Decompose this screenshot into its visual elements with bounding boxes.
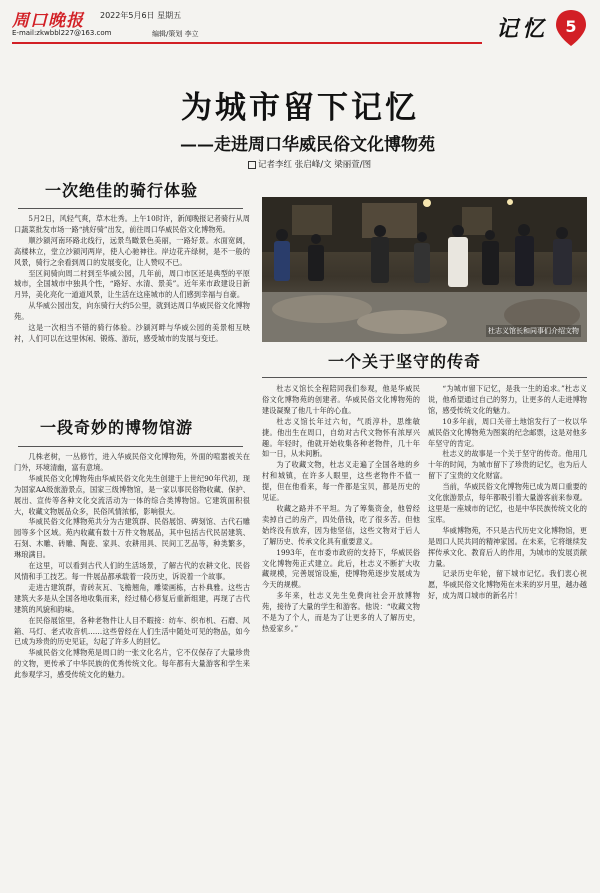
editor-staff: 编辑/策划 李立 <box>152 30 199 38</box>
byline-text: 记者李红 张启峰/文 梁丽萱/图 <box>258 160 372 170</box>
stone-relic <box>357 310 447 334</box>
paragraph: 顺沙颍河南环路北线行，远景鸟瞰景色美丽，一路好景。水面宽阔，高楼林立，堂立沙颍河两岸，使人心驰神往。岸边花卉绿树，是不一般的风景，骑行之余看到周口的发展变化，让人赞叹不已。 <box>14 235 250 267</box>
section-heading-2: 一段奇妙的博物馆游 <box>40 418 194 437</box>
paragraph: 10多年前，周口关帝土地馆发行了一枚以华威民俗文化博物苑为图案的纪念邮票，这是对他多年坚守的肯定。 <box>428 416 587 448</box>
paragraph: 走进古建筑群，青砖灰瓦、飞檐翘角，雕梁画栋，古朴典雅。这些古建筑大多是从全国各地收集而来，经过精心修复后重新组建，再现了古代建筑的风貌和韵味。 <box>14 582 250 614</box>
paragraph: 为了收藏文物，杜志义走遍了全国各地的乡村和城镇，在许多人眼里，这些老物件不值一提，但在他看来，每一件都是宝贝，都是历史的见证。 <box>262 460 420 503</box>
photo-caption: 杜志义馆长和同事们介绍文物 <box>488 327 579 335</box>
page-number-badge <box>553 8 589 48</box>
article-title: 为城市留下记忆 <box>181 90 419 126</box>
page-header <box>0 0 600 62</box>
paragraph: “为城市留下记忆，是我一生的追求。”杜志义说，他希望通过自己的努力，让更多的人走进博物馆，感受传统文化的魅力。 <box>428 384 587 415</box>
newspaper-logo: 周口晚报 <box>12 11 84 31</box>
section-3-body-col-2 <box>428 384 587 884</box>
byline <box>248 158 371 170</box>
paragraph: 记录历史年轮，留下城市记忆。我们衷心祝愿，华威民俗文化博物苑在未来的岁月里，越办越好，成为周口城市的新名片！ <box>428 569 587 601</box>
paragraph: 5月2日，风轻气爽，草木壮秀。上午10时许，新闻晚报记者骑行从周口蔬菜批发市场一路“挑好骑”出发，前往周口华威民俗文化博物苑。 <box>14 214 250 234</box>
article-photo <box>262 197 587 342</box>
section-heading-1: 一次绝佳的骑行体验 <box>45 181 199 200</box>
paragraph: 杜志义的故事是一个关于坚守的传奇。他用几十年的时间，为城市留下了珍贵的记忆，也为后人留下了宝贵的文化财富。 <box>428 449 587 481</box>
paragraph: 在这里，可以看到古代人们的生活场景，了解古代的农耕文化、民俗风情和手工技艺。每一件展品都承载着一段历史，诉说着一个故事。 <box>14 561 250 581</box>
paragraph: 当前，华威民俗文化博物苑已成为周口重要的文化旅游景点，每年都吸引着大量游客前来参观。这里是一座城市的记忆，也是中华民族传统文化的宝库。 <box>428 482 587 524</box>
header-rule <box>12 42 482 44</box>
issue-date: 2022年5月6日 星期五 <box>100 11 182 20</box>
paragraph: 杜志义馆长年过六旬，气质淳朴，思维敏捷。他出生在周口，自幼对古代文物怀有浓厚兴趣。年轻时，他就开始收集各种老物件，几十年如一日，从未间断。 <box>262 416 420 459</box>
section-2-body <box>14 452 250 882</box>
page-number: 5 <box>565 17 577 36</box>
photo-illustration <box>262 197 587 342</box>
paragraph: 华威民俗文化博物苑是周口的一张文化名片，它不仅保存了大量珍贵的文物，更传承了中华民族的优秀传统文化。每年都有大量游客和学生来此参观学习，感受传统文化的魅力。 <box>14 648 250 680</box>
section-heading-3: 一个关于坚守的传奇 <box>328 352 482 371</box>
stone-relic <box>272 295 372 323</box>
byline-box-icon <box>248 161 256 169</box>
paragraph: 华威博物苑，不只是古代历史文化博物馆，更是周口人民共同的精神家园。在未来，它将继续发挥传承文化、教育后人的作用，为城市的发展贡献力量。 <box>428 525 587 568</box>
paragraph: 从华威公园出发，向东骑行大约5公里，就到达周口华威民俗文化博物苑。 <box>14 301 250 322</box>
section-divider-3 <box>262 377 587 378</box>
paragraph: 华威民俗文化博物苑共分为古建筑群、民俗展馆、碑刻馆、古代石雕园等多个区域。苑内收藏有数十万件文物展品，其中包括古代民居建筑、石刻、木雕、砖雕、陶瓷、家具、农耕用具、民间工艺品等，种类繁多，琳琅满目。 <box>14 517 250 560</box>
paragraph: 这是一次相当不错的骑行体验。沙颍河畔与华威公园的美景相互映衬，人们可以在这里休闲、锻炼、游玩，感受城市的发展与变迁。 <box>14 323 250 343</box>
exhibit-frame <box>292 205 332 235</box>
paragraph: 收藏之路并不平坦。为了筹集资金，他曾经卖掉自己的房产，四处借钱，吃了很多苦。但他始终没有放弃，因为他坚信，这些文物对于后人了解历史、传承文化具有重要意义。 <box>262 503 420 546</box>
paragraph: 几株老树，一丛修竹，进入华威民俗文化博物苑，外面的喧嚣被关在门外，环境清幽，富有意境。 <box>14 452 250 472</box>
paragraph: 1993年，在市委市政府的支持下，华威民俗文化博物苑正式建立。此后，杜志义不断扩大收藏规模，完善展馆设施，使博物苑逐步发展成为今天的规模。 <box>262 547 420 590</box>
article-subtitle: ——走进周口华威民俗文化博物苑 <box>180 135 435 155</box>
paragraph: 多年来，杜志义先生免费向社会开放博物苑，接待了大量的学生和游客。他说：“收藏文物不是为了个人，而是为了让更多的人了解历史，热爱家乡。” <box>262 591 420 633</box>
section-name: 记忆 <box>496 16 549 42</box>
paragraph: 华威民俗文化博物苑由华威民俗文化先生创建于上世纪90年代初，现为国家AA级旅游景点，国家三级博物馆，是一家以事民俗物收藏、保护、展出、宣传等各种文化交流活动为一体的综合类博物馆。它建筑面积很大，收藏文物展品众多，民俗风情浓郁，影响很大。 <box>14 473 250 516</box>
paragraph: 在民俗展馆里，各种老物件让人目不暇接：纺车、织布机、石磨、风箱、马灯、老式收音机……这些曾经在人们生活中随处可见的物品，如今已成为珍贵的历史见证，勾起了许多人的回忆。 <box>14 615 250 647</box>
ceiling-lamp <box>423 199 431 207</box>
editor-email: E-mail:zkwbbl227@163.com <box>12 29 112 37</box>
section-3-body-col-1 <box>262 384 420 884</box>
exhibit-frame <box>362 203 417 238</box>
section-divider-2 <box>18 446 243 447</box>
section-divider-1 <box>18 208 243 209</box>
paragraph: 至区间骑向周二村到至华威公园，几年前，周口市区还是典型的平原城市，全国城市中独具个性，“路好、水清、景美”。近年来市政建设日新月异，美化亮化一道道风景，让生活在这座城市的人们感到幸福与自豪。 <box>14 268 250 300</box>
ceiling-lamp <box>507 199 513 205</box>
paragraph: 杜志义馆长全程陪同我们参观，他是华威民俗文化博物苑的创建者。华威民俗文化博物苑的建设凝聚了他几十年的心血。 <box>262 384 420 415</box>
